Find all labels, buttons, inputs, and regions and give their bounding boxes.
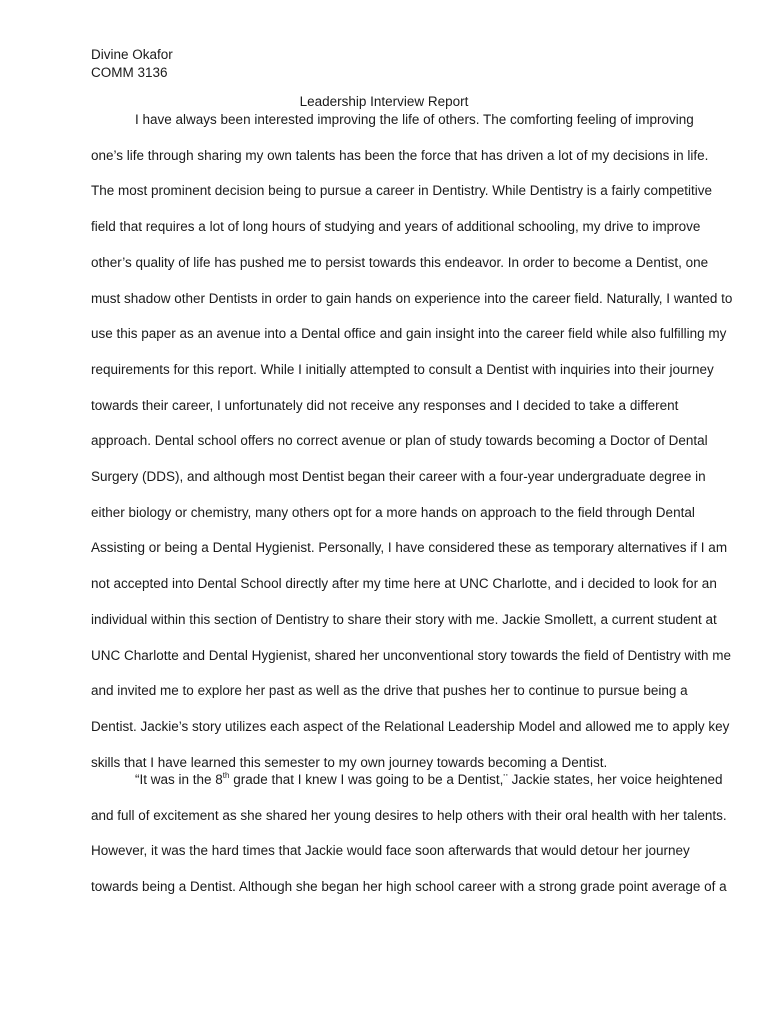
paragraph-1-line: Surgery (DDS), and although most Dentist began their career with a four-year undergraduate degree in bbox=[91, 469, 706, 484]
quote-start: “It was in the 8 bbox=[135, 772, 223, 787]
paragraph-1-line: individual within this section of Dentistry to share their story with me. Jackie Smollett, a current student at bbox=[91, 611, 717, 627]
author-name: Divine Okafor bbox=[91, 47, 173, 62]
quote-rest: grade that I knew I was going to be a Dentist,¨ Jackie states, her voice heightened bbox=[229, 772, 723, 787]
paragraph-1-line: either biology or chemistry, many others opt for a more hands on approach to the field through Dental bbox=[91, 504, 695, 520]
paragraph-1-line: and invited me to explore her past as well as the drive that pushes her to continue to pursue being a bbox=[91, 683, 688, 699]
paragraph-1-line: approach. Dental school offers no correct avenue or plan of study towards becoming a Doctor of Dental bbox=[91, 433, 708, 449]
paragraph-2-first-line bbox=[91, 771, 721, 789]
paragraph-1-line: The most prominent decision being to pursue a career in Dentistry. While Dentistry is a fairly competitive bbox=[91, 183, 713, 199]
paragraph-2-line: However, it was the hard times that Jackie would face soon afterwards that would detour her journey bbox=[91, 843, 690, 859]
paragraph-1-line: Dentist. Jackie’s story utilizes each aspect of the Relational Leadership Model and allowed me to apply key bbox=[91, 718, 730, 734]
paragraph-1-line: not accepted into Dental School directly after my time here at UNC Charlotte, and i decided to look for an bbox=[91, 576, 717, 592]
paragraph-1-line: Assisting or being a Dental Hygienist. Personally, I have considered these as temporary alternatives if I am bbox=[91, 540, 728, 556]
paragraph-1-line: use this paper as an avenue into a Dental office and gain insight into the career field while also fulfilling my bbox=[91, 326, 727, 342]
header-block bbox=[91, 46, 173, 82]
paragraph-1-line: I have always been interested improving the life of others. The comforting feeling of improving bbox=[135, 112, 694, 127]
paragraph-1-line: skills that I have learned this semester to my own journey towards becoming a Dentist. bbox=[91, 754, 608, 770]
paragraph-1-line: must shadow other Dentists in order to gain hands on experience into the career field. Naturally, I wanted to bbox=[91, 290, 733, 306]
course-code: COMM 3136 bbox=[91, 65, 168, 80]
document-title: Leadership Interview Report bbox=[299, 94, 469, 109]
paragraph-1-line: requirements for this report. While I initially attempted to consult a Dentist with inquiries into their journey bbox=[91, 361, 714, 377]
ordinal-superscript: th bbox=[222, 771, 230, 780]
paragraph-2-line: and full of excitement as she shared her young desires to help others with their oral health with her talents. bbox=[91, 807, 727, 823]
paragraph-1-line: field that requires a lot of long hours of studying and years of additional schooling, my drive to improve bbox=[91, 219, 701, 235]
paragraph-1-line: towards their career, I unfortunately did not receive any responses and I decided to take a different bbox=[91, 397, 679, 413]
paragraph-1-line: other’s quality of life has pushed me to persist towards this endeavor. In order to become a Dentist, one bbox=[91, 254, 709, 270]
paragraph-1-line: UNC Charlotte and Dental Hygienist, shared her unconventional story towards the field of Dentistry with me bbox=[91, 647, 732, 663]
paragraph-2-line: towards being a Dentist. Although she began her high school career with a strong grade point average of a bbox=[91, 879, 727, 895]
paragraph-1-line: one’s life through sharing my own talents has been the force that has driven a lot of my decisions in life. bbox=[91, 147, 709, 163]
